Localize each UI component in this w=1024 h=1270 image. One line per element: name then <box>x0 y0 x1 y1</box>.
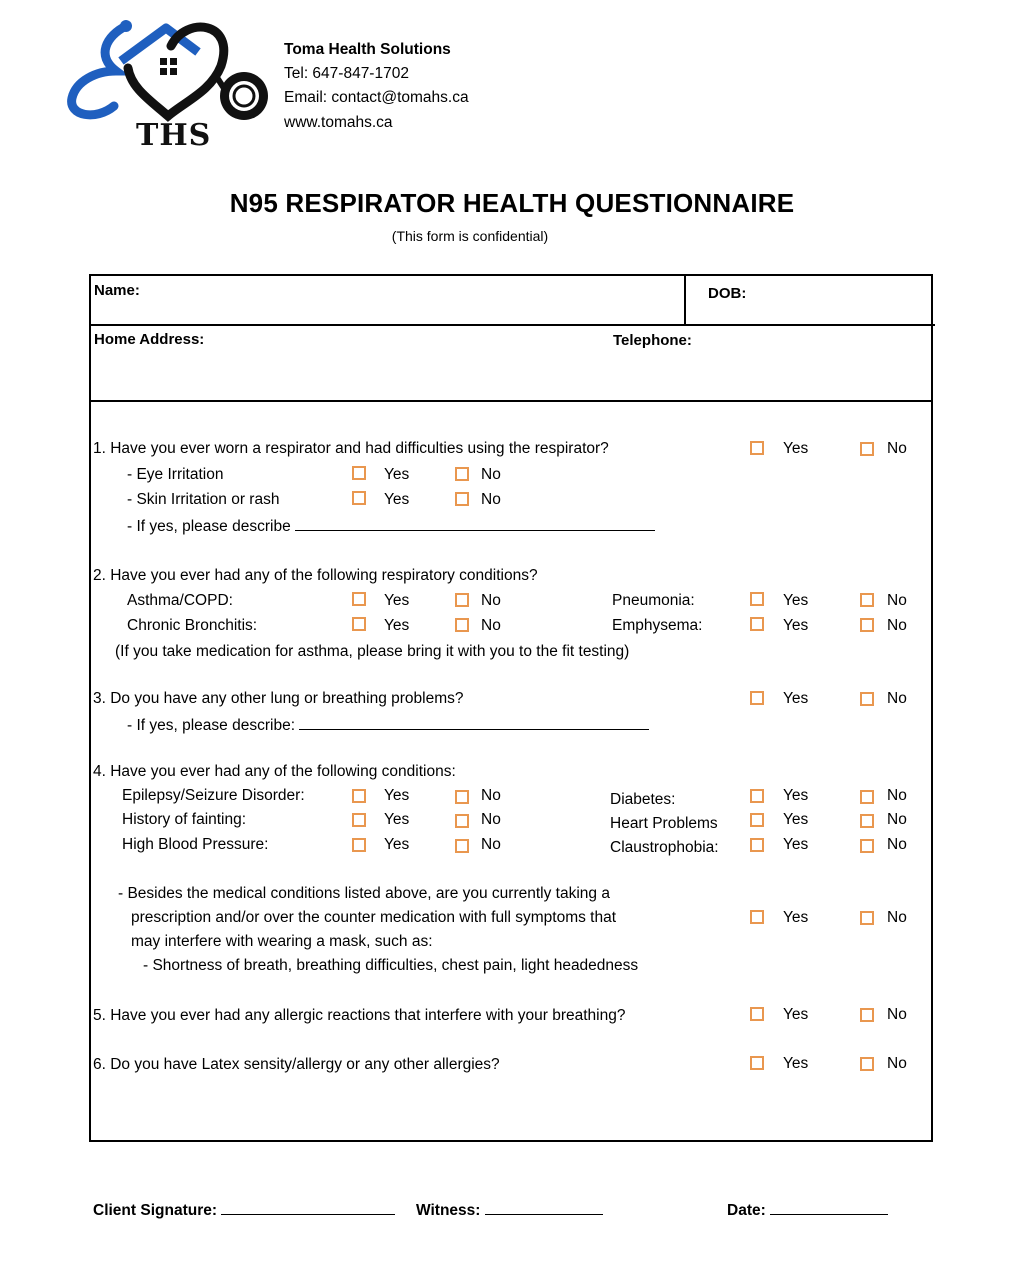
fainting-label: History of fainting: <box>122 811 247 828</box>
diabetes-yes-checkbox[interactable] <box>750 789 764 803</box>
company-website: www.tomahs.ca <box>284 114 393 131</box>
heart-yes-label: Yes <box>783 811 809 828</box>
bronchitis-no-label: No <box>481 617 501 634</box>
q1-skin-irritation: - Skin Irritation or rash <box>127 491 280 508</box>
bp-yes-label: Yes <box>384 836 410 853</box>
fainting-no-label: No <box>481 811 501 828</box>
q5-yes-label: Yes <box>783 1006 809 1023</box>
q3-yes-label: Yes <box>783 690 809 707</box>
emphysema-no-checkbox[interactable] <box>860 618 874 632</box>
date-field[interactable] <box>770 1200 888 1215</box>
q5-no-checkbox[interactable] <box>860 1008 874 1022</box>
bronchitis-yes-label: Yes <box>384 617 410 634</box>
witness-label: Witness: <box>416 1202 481 1219</box>
emphysema-no-label: No <box>887 617 907 634</box>
epilepsy-no-label: No <box>481 787 501 804</box>
question-1: 1. Have you ever worn a respirator and had difficulties using the respirator? <box>93 440 609 457</box>
dob-label: DOB: <box>708 285 747 302</box>
divider <box>89 400 933 402</box>
pneumonia-yes-checkbox[interactable] <box>750 592 764 606</box>
telephone-field[interactable] <box>705 330 925 390</box>
question-2: 2. Have you ever had any of the following respiratory conditions? <box>93 567 538 584</box>
divider <box>89 324 935 326</box>
asthma-note: (If you take medication for asthma, please bring it with you to the fit testing) <box>115 643 630 660</box>
skin-yes-checkbox[interactable] <box>352 491 366 505</box>
epilepsy-no-checkbox[interactable] <box>455 790 469 804</box>
bp-label: High Blood Pressure: <box>122 836 269 853</box>
logo-text: THS <box>136 118 212 153</box>
q1-no-checkbox[interactable] <box>860 442 874 456</box>
bronchitis-yes-checkbox[interactable] <box>352 617 366 631</box>
name-label: Name: <box>94 282 140 299</box>
diabetes-no-checkbox[interactable] <box>860 790 874 804</box>
claustro-yes-label: Yes <box>783 836 809 853</box>
q3-describe-field[interactable] <box>299 715 649 730</box>
eye-yes-label: Yes <box>384 466 410 483</box>
medication-yes-checkbox[interactable] <box>750 910 764 924</box>
divider <box>684 274 686 325</box>
medication-no-label: No <box>887 909 907 926</box>
bp-yes-checkbox[interactable] <box>352 838 366 852</box>
q5-no-label: No <box>887 1006 907 1023</box>
dob-field[interactable] <box>755 280 925 320</box>
claustro-no-label: No <box>887 836 907 853</box>
q1-describe-label: - If yes, please describe <box>127 518 291 535</box>
company-logo <box>66 16 276 156</box>
heart-no-checkbox[interactable] <box>860 814 874 828</box>
emphysema-yes-checkbox[interactable] <box>750 617 764 631</box>
question-4: 4. Have you ever had any of the following conditions: <box>93 763 456 780</box>
q3-yes-checkbox[interactable] <box>750 691 764 705</box>
pneumonia-label: Pneumonia: <box>612 592 695 609</box>
client-signature-field[interactable] <box>221 1200 395 1215</box>
asthma-label: Asthma/COPD: <box>127 592 233 609</box>
claustro-no-checkbox[interactable] <box>860 839 874 853</box>
q6-yes-checkbox[interactable] <box>750 1056 764 1070</box>
q6-yes-label: Yes <box>783 1055 809 1072</box>
skin-no-checkbox[interactable] <box>455 492 469 506</box>
bp-no-checkbox[interactable] <box>455 839 469 853</box>
medication-line-1: - Besides the medical conditions listed above, are you currently taking a <box>118 885 610 902</box>
skin-yes-label: Yes <box>384 491 410 508</box>
q6-no-label: No <box>887 1055 907 1072</box>
q3-describe-label: - If yes, please describe: <box>127 717 295 734</box>
medication-yes-label: Yes <box>783 909 809 926</box>
epilepsy-label: Epilepsy/Seizure Disorder: <box>122 787 305 804</box>
fainting-no-checkbox[interactable] <box>455 814 469 828</box>
heart-no-label: No <box>887 811 907 828</box>
asthma-no-label: No <box>481 592 501 609</box>
fainting-yes-checkbox[interactable] <box>352 813 366 827</box>
diabetes-no-label: No <box>887 787 907 804</box>
emphysema-label: Emphysema: <box>612 617 703 634</box>
q1-yes-label: Yes <box>783 440 809 457</box>
telephone-label: Telephone: <box>613 332 692 349</box>
claustro-yes-checkbox[interactable] <box>750 838 764 852</box>
q1-yes-checkbox[interactable] <box>750 441 764 455</box>
heart-yes-checkbox[interactable] <box>750 813 764 827</box>
witness-field[interactable] <box>485 1200 603 1215</box>
emphysema-yes-label: Yes <box>783 617 809 634</box>
question-6: 6. Do you have Latex sensity/allergy or any other allergies? <box>93 1056 500 1073</box>
q3-no-label: No <box>887 690 907 707</box>
diabetes-yes-label: Yes <box>783 787 809 804</box>
skin-no-label: No <box>481 491 501 508</box>
diabetes-label: Diabetes: <box>610 791 676 808</box>
heart-label: Heart Problems <box>610 815 718 832</box>
fainting-yes-label: Yes <box>384 811 410 828</box>
pneumonia-yes-label: Yes <box>783 592 809 609</box>
medication-no-checkbox[interactable] <box>860 911 874 925</box>
asthma-yes-checkbox[interactable] <box>352 592 366 606</box>
form-subtitle: (This form is confidential) <box>391 228 549 244</box>
pneumonia-no-label: No <box>887 592 907 609</box>
medication-line-2: prescription and/or over the counter medication with full symptoms that <box>131 909 617 926</box>
asthma-yes-label: Yes <box>384 592 410 609</box>
bp-no-label: No <box>481 836 501 853</box>
date-label: Date: <box>727 1202 766 1219</box>
q3-no-checkbox[interactable] <box>860 692 874 706</box>
company-email: Email: contact@tomahs.ca <box>284 89 469 106</box>
claustro-label: Claustrophobia: <box>610 839 719 856</box>
medication-line-4: - Shortness of breath, breathing difficulties, chest pain, light headedness <box>143 957 639 974</box>
address-label: Home Address: <box>94 331 205 348</box>
eye-no-label: No <box>481 466 501 483</box>
client-signature-label: Client Signature: <box>93 1202 218 1219</box>
question-5: 5. Have you ever had any allergic reactions that interfere with your breathing? <box>93 1007 626 1024</box>
address-field[interactable] <box>94 352 594 396</box>
medication-line-3: may interfere with wearing a mask, such as: <box>131 933 433 950</box>
q1-no-label: No <box>887 440 907 457</box>
eye-no-checkbox[interactable] <box>455 467 469 481</box>
q6-no-checkbox[interactable] <box>860 1057 874 1071</box>
asthma-no-checkbox[interactable] <box>455 593 469 607</box>
epilepsy-yes-checkbox[interactable] <box>352 789 366 803</box>
q1-eye-irritation: - Eye Irritation <box>127 466 224 483</box>
company-tel: Tel: 647-847-1702 <box>284 65 409 82</box>
q1-describe-field[interactable] <box>295 516 655 531</box>
form-title: N95 RESPIRATOR HEALTH QUESTIONNAIRE <box>229 188 795 218</box>
epilepsy-yes-label: Yes <box>384 787 410 804</box>
pneumonia-no-checkbox[interactable] <box>860 593 874 607</box>
bronchitis-no-checkbox[interactable] <box>455 618 469 632</box>
q5-yes-checkbox[interactable] <box>750 1007 764 1021</box>
eye-yes-checkbox[interactable] <box>352 466 366 480</box>
name-field[interactable] <box>160 280 675 320</box>
bronchitis-label: Chronic Bronchitis: <box>127 617 258 634</box>
company-name: Toma Health Solutions <box>284 41 451 58</box>
question-3: 3. Do you have any other lung or breathing problems? <box>93 690 464 707</box>
